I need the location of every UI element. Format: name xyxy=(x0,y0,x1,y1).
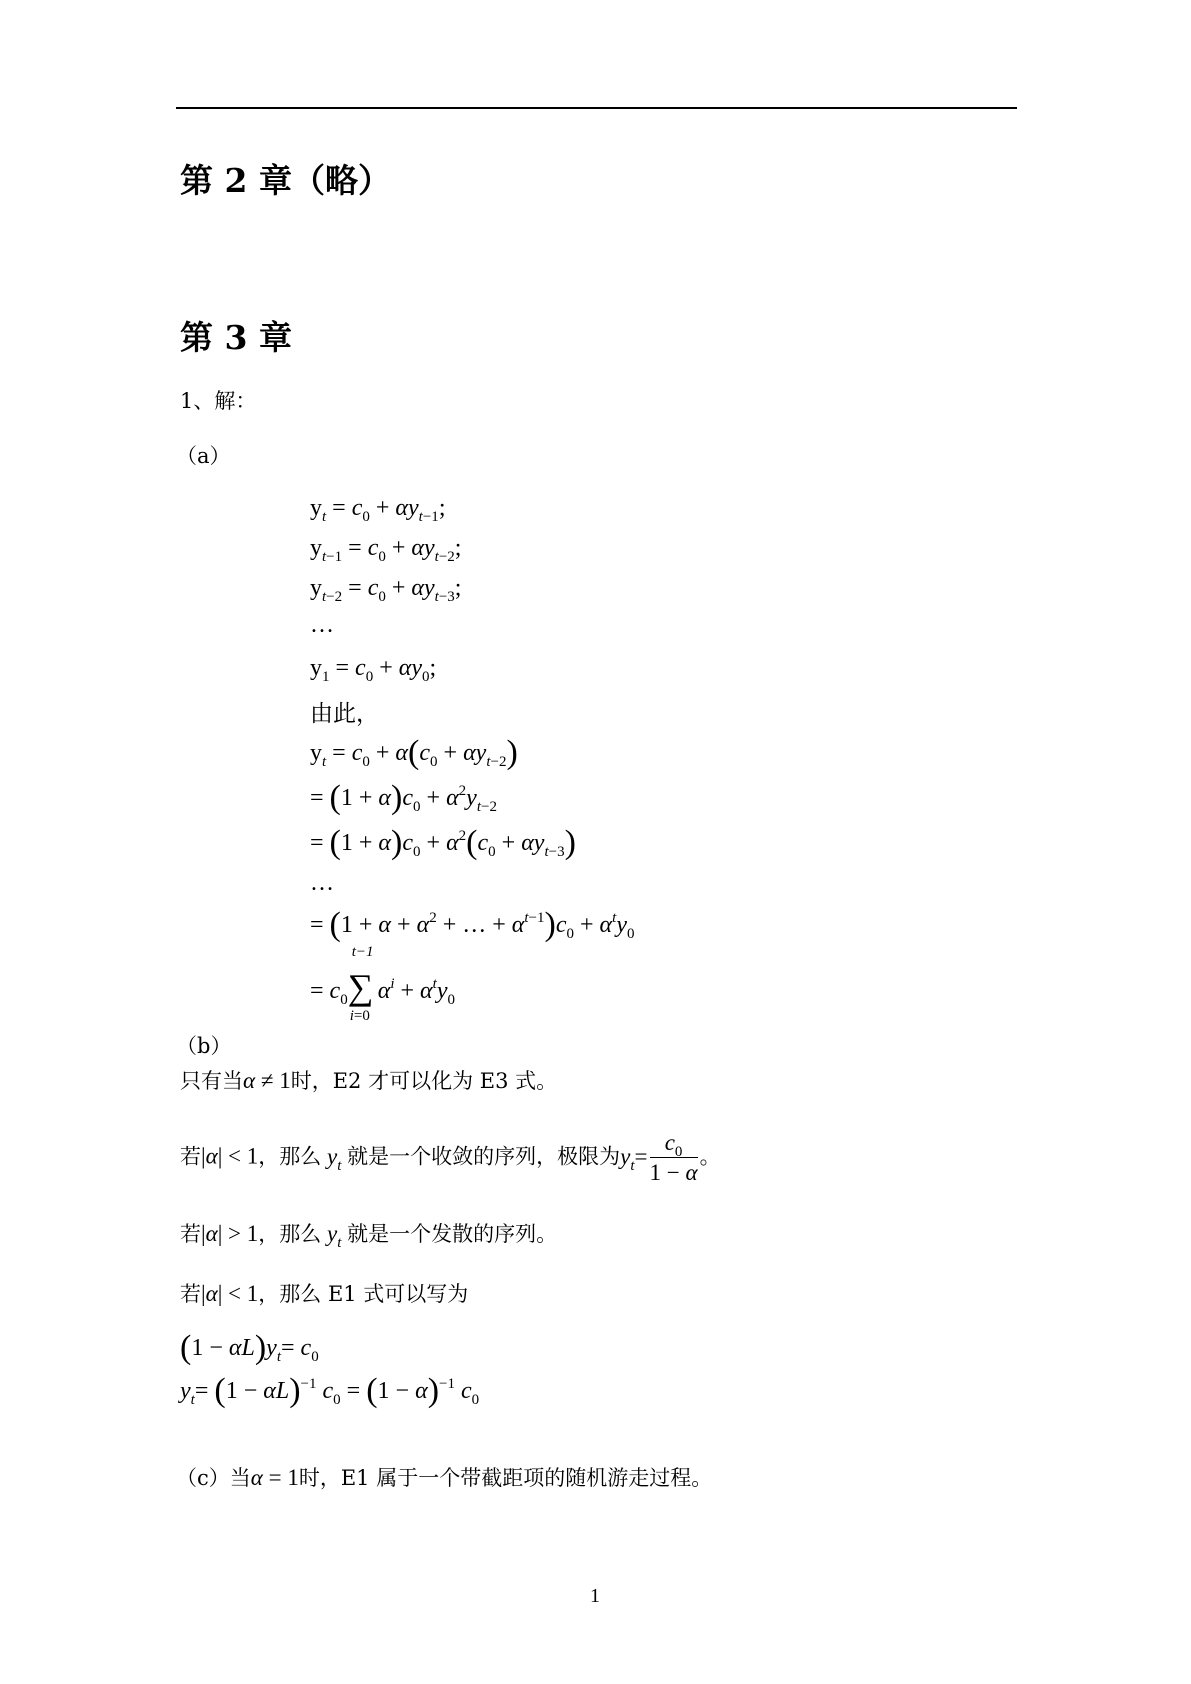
equation-line-5: $y_t = c_0 + \alpha(c_0 + \alpha y_{t-2})$ xyxy=(310,734,518,771)
equation-line-6: = $(1 + \alpha)c_0 + \alpha^2y_{t-2}$ xyxy=(310,779,497,816)
part-b-line-3: 若|α| > 1，那么 $y_t$ 就是一个发散的序列。 xyxy=(180,1221,558,1251)
chapter-2-heading: 第 2 章（略） xyxy=(180,161,391,200)
equation-line-3: $y_{t-2} = c_0 + \alpha y_{t-3}$; xyxy=(310,575,462,605)
equation-lag-2: $y_t= (1 - \alpha L)^{-1}$ $c_0 = (1 - \alpha)^{-1}$ $c_0$ xyxy=(180,1372,480,1409)
part-a-label: （a） xyxy=(176,444,231,468)
part-b-line-4: 若|α| < 1，那么 E1 式可以写为 xyxy=(180,1281,469,1306)
page-number: 1 xyxy=(590,1585,600,1607)
question-1-label: 1、解： xyxy=(180,389,257,413)
chapter-3-heading: 第 3 章 xyxy=(180,318,292,357)
equation-ellipsis-1: … xyxy=(310,612,334,638)
derivation-intro: 由此， xyxy=(310,701,379,727)
equation-line-2: $y_{t-1} = c_0 + \alpha y_{t-2}$; xyxy=(310,535,462,565)
part-c-line: （c）当α = 1时，E1 属于一个带截距项的随机游走过程。 xyxy=(176,1465,713,1490)
header-rule xyxy=(176,107,1017,109)
equation-line-4: $y_1 = c_0 + \alpha y_0$; xyxy=(310,655,437,685)
part-b-line-1: 只有当α ≠ 1时，E2 才可以化为 E3 式。 xyxy=(180,1068,558,1093)
equation-ellipsis-2: … xyxy=(310,870,334,896)
part-b-label: （b） xyxy=(176,1034,232,1058)
equation-line-1: $y_t = c_0 + \alpha y_{t-1}$; xyxy=(310,495,446,525)
equation-lag-1: $(1 - \alpha L)y_t= c_0$ xyxy=(180,1329,319,1366)
part-b-line-2: 若|α| < 1，那么 $y_t$ 就是一个收敛的序列，极限为$y_t=$ $\frac{c_0}{1 - \alpha}$ 。 xyxy=(180,1130,721,1185)
equation-line-9: = $c_0$ t−1 ∑ i=0 $\alpha^i + \alpha^ty_0$ xyxy=(310,944,455,1024)
equation-line-8: = ($1 + \alpha + \alpha^2$ + … + $\alpha^{t-1})c_0 + \alpha^ty_0$ xyxy=(310,906,635,943)
equation-line-7: = $(1 + \alpha)c_0 + \alpha^2(c_0 + \alpha y_{t-3})$ xyxy=(310,824,576,861)
